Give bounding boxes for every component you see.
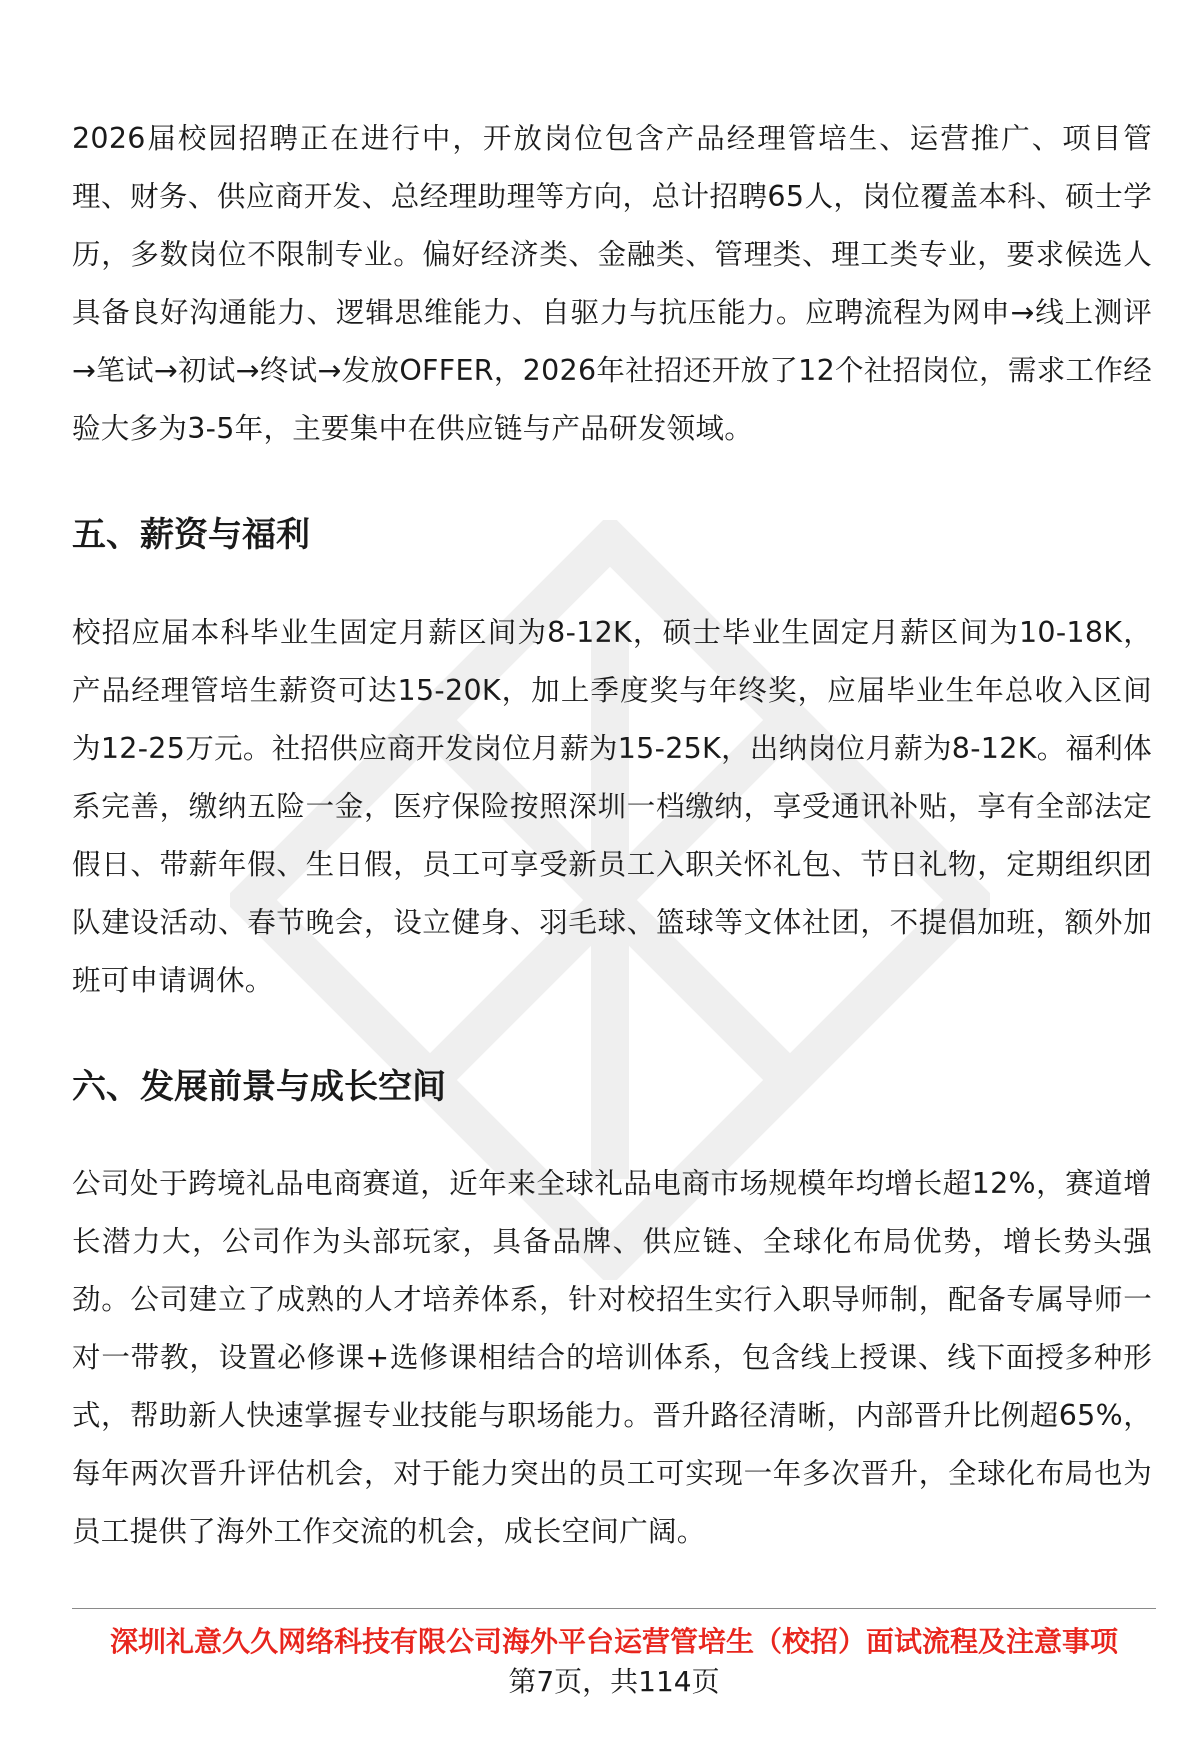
document-body [72, 110, 1152, 458]
footer-page-number: 第7页，共114页 [508, 1665, 720, 1698]
paragraph-growth: 公司处于跨境礼品电商赛道，近年来全球礼品电商市场规模年均增长超12%，赛道增长潜力大，公司作为头部玩家，具备品牌、供应链、全球化布局优势，增长势头强劲。公司建立了成熟的人才培养体系，针对校招生实行入职导师制，配备专属导师一对一带教，设置必修课+选修课相结合的培训体系，包含线上授课、线下面授多种形式，帮助新人快速掌握专业技能与职场能力。晋升路径清晰，内部晋升比例超65%，每年两次晋升评估机会，对于能力突出的员工可实现一年多次晋升，全球化布局也为员工提供了海外工作交流的机会，成长空间广阔。 [72, 1167, 1152, 1548]
footer-document-title: 深圳礼意久久网络科技有限公司海外平台运营管培生（校招）面试流程及注意事项 [109, 1625, 1118, 1658]
section-heading-growth: 六、发展前景与成长空间 [72, 1067, 446, 1107]
paragraph-salary: 校招应届本科毕业生固定月薪区间为8-12K，硕士毕业生固定月薪区间为10-18K，产品经理管培生薪资可达15-20K，加上季度奖与年终奖，应届毕业生年总收入区间为12-25万元。社招供应商开发岗位月薪为15-25K，出纳岗位月薪为8-12K。福利体系完善，缴纳五险一金，医疗保险按照深圳一档缴纳，享受通讯补贴，享有全部法定假日、带薪年假、生日假，员工可享受新员工入职关怀礼包、节日礼物，定期组织团队建设活动、春节晚会，设立健身、羽毛球、篮球等文体社团，不提倡加班，额外加班可申请调休。 [72, 616, 1152, 997]
paragraph-recruitment: 2026届校园招聘正在进行中，开放岗位包含产品经理管培生、运营推广、项目管理、财务、供应商开发、总经理助理等方向，总计招聘65人，岗位覆盖本科、硕士学历，多数岗位不限制专业。偏好经济类、金融类、管理类、理工类专业，要求候选人具备良好沟通能力、逻辑思维能力、自驱力与抗压能力。应聘流程为网申→线上测评→笔试→初试→终试→发放OFFER，2026年社招还开放了12个社招岗位，需求工作经验大多为3-5年，主要集中在供应链与产品研发领域。 [72, 122, 1152, 445]
footer-divider [72, 1608, 1156, 1609]
section-heading-salary: 五、薪资与福利 [72, 515, 310, 555]
